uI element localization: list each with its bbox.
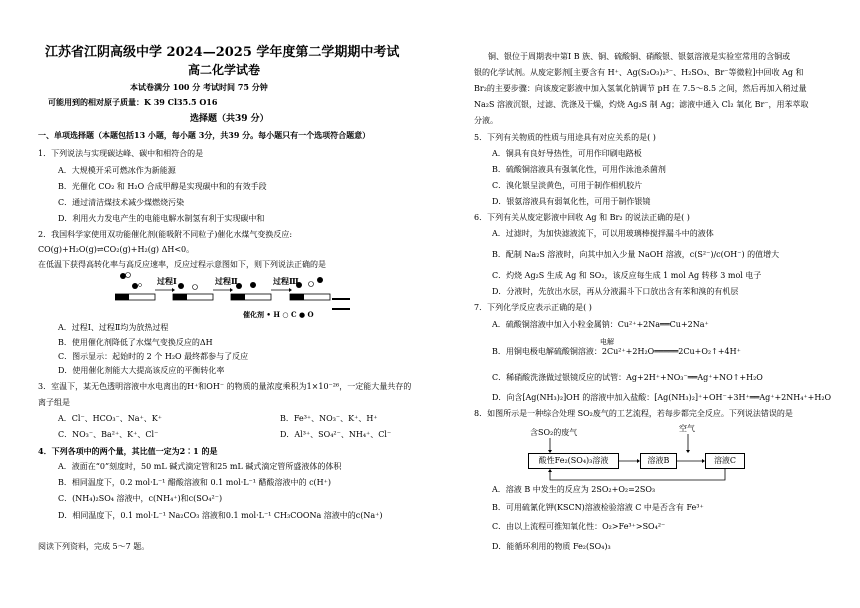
q5-option-b: B．硫酸铜溶液具有强氧化性，可用作泳池杀菌剂 [492, 165, 666, 174]
reaction-process-diagram [115, 270, 350, 324]
q1-option-d: D．利用火力发电产生的电能电解水制氢有利于实现碳中和 [58, 214, 265, 223]
q5-stem: 5．下列有关物质的性质与用途具有对应关系的是( ) [474, 133, 656, 142]
gas-input-label: 含SO₂的废气 [530, 428, 578, 437]
so2-process-flow [528, 424, 768, 486]
q7-option-b: B．用铜电极电解硫酸铜溶液：2Cu²⁺+2H₂O═════2Cu+O₂↑+4H⁺ [492, 347, 741, 356]
q3-stem-line2: 离子组是 [38, 398, 70, 407]
q4-option-a: A．液面在“0”刻度时，50 mL 碱式滴定管和25 mL 碱式滴定管所盛液体的体积 [58, 462, 342, 471]
q7-option-a: A．硫酸铜溶液中加入小粒金属钠：Cu²⁺+2Na══Cu+2Na⁺ [492, 320, 709, 329]
q6-option-b: B．配制 Na₂S 溶液时，向其中加入少量 NaOH 溶液，c(S²⁻)/c(OH⁻) 的值增大 [492, 250, 780, 259]
section-one-heading: 一、单项选择题（本题包括13 小题，每小题 3分，共39 分。每小题只有一个选项符合题意） [38, 130, 371, 140]
q7-stem: 7．下列化学反应表示正确的是( ) [474, 303, 592, 312]
score-time-line: 本试卷满分 100 分 考试时间 75 分钟 [130, 82, 268, 92]
process-3-label: 过程Ⅲ [273, 276, 299, 286]
atomic-masses: 可能用到的相对原子质量：K 39 Cl35.5 O16 [48, 97, 218, 107]
exam-subtitle: 高二化学试卷 [188, 63, 261, 77]
box-solution-b: 溶液B [640, 453, 677, 469]
q2-stem: 2．我国科学家使用双功能催化剂(能吸附不同粒子)催化水煤气变换反应: [38, 230, 293, 239]
material-line-4: Na₂S 溶液沉银，过滤、洗涤及干燥，灼烧 Ag₂S 制 Ag；滤液中通入 Cl₂ 氧化 Br⁻，用苯萃取 [474, 100, 809, 109]
box-solution-c: 溶液C [705, 453, 745, 469]
process-1-label: 过程Ⅰ [157, 276, 177, 286]
q5-option-c: C．溴化银呈淡黄色，可用于制作相机胶片 [492, 181, 643, 190]
q5-option-d: D．银氨溶液具有弱氧化性，可用于制作银镜 [492, 197, 651, 206]
material-line-1: 铜、银位于周期表中第Ⅰ B 族、铜、硫酸铜、硝酸银、银氨溶液是实验室常用的含铜或 [488, 52, 791, 61]
q7-option-c: C．稀硝酸洗涤做过银镜反应的试管：Ag+2H⁺+NO₃⁻══Ag⁺+NO↑+H₂O [492, 373, 763, 382]
q6-stem: 6．下列有关从废定影液中回收 Ag 和 Br₂ 的说法正确的是( ) [474, 213, 690, 222]
q8-stem: 8．如图所示是一种综合处理 SO₂废气的工艺流程，若每步都完全反应。下列说法错误的是 [474, 409, 793, 418]
q4-option-b: B．相同温度下，0.2 mol·L⁻¹ 醋酸溶液和 0.1 mol·L⁻¹ 醋酸溶液中的 c(H⁺) [58, 478, 331, 487]
q4-option-d: D．相同温度下，0.1 mol·L⁻¹ Na₂CO₃ 溶液和0.1 mol·L⁻¹ CH₃COONa 溶液中的c(Na⁺) [58, 511, 383, 520]
q2-equation: CO(g)+H₂O(g)⇌CO₂(g)+H₂(g) ΔH<0。 [38, 245, 195, 254]
q1-option-c: C．通过清洁煤技术减少煤燃烧污染 [58, 198, 185, 207]
exam-title: 江苏省江阴高级中学 2024—2025 学年度第二学期期中考试 [45, 45, 400, 60]
diagram-legend: 催化剂 • H ○ C ● O [243, 310, 314, 319]
air-input-label: 空气 [679, 424, 695, 433]
box-acid-fe2so43: 酸性Fe₂(SO₄)₃溶液 [528, 453, 619, 469]
material-line-3: Br₂的主要步骤：向该废定影液中加入氢氧化钠调节 pH 在 7.5～8.5 之间，然后再加入稍过量 [474, 84, 807, 93]
q7-electrolysis-condition: 电解 [600, 338, 614, 346]
q2-option-a: A．过程Ⅰ、过程Ⅱ均为放热过程 [58, 323, 169, 332]
q3-option-b: B．Fe³⁺、NO₃⁻、K⁺、H⁺ [280, 414, 378, 423]
q8-option-c: C．由以上流程可推知氧化性：O₂>Fe³⁺>SO₄²⁻ [492, 522, 666, 531]
process-2-label: 过程Ⅱ [215, 276, 238, 286]
q3-stem: 3．室温下，某无色透明溶液中水电离出的H⁺和OH⁻ 的物质的量浓度乘积为1×10⁻²⁶，一定能大量共存的 [38, 382, 412, 391]
q2-option-c: C．图示显示：起始时的 2 个 H₂O 最终都参与了反应 [58, 352, 249, 361]
reading-note: 阅读下列资料，完成 5～7 题。 [38, 542, 150, 551]
section-title: 选择题（共39 分） [190, 114, 269, 124]
q1-option-b: B．光催化 CO₂ 和 H₂O 合成甲醇是实现碳中和的有效手段 [58, 182, 267, 191]
q2-option-b: B．使用催化剂降低了水煤气变换反应的ΔH [58, 338, 213, 347]
q7-option-d: D．向含[Ag(NH₃)₂]OH 的溶液中加入盐酸：[Ag(NH₃)₂]⁺+OH⁻+3H⁺══Ag⁺+2NH₄⁺+H₂O [492, 393, 832, 402]
q8-option-d: D．能循环利用的物质 Fe₂(SO₄)₃ [492, 542, 611, 551]
q3-option-c: C．NO₃⁻、Ba²⁺、K⁺、Cl⁻ [58, 430, 159, 439]
material-line-5: 分液。 [474, 116, 498, 125]
q4-stem: 4．下列各项中的两个量，其比值一定为2∶1 的是 [38, 446, 218, 456]
q3-option-a: A．Cl⁻、HCO₃⁻、Na⁺、K⁺ [58, 414, 162, 423]
q8-option-a: A．溶液 B 中发生的反应为 2SO₂+O₂=2SO₃ [492, 485, 656, 494]
q1-stem: 1．下列说法与实现碳达峰、碳中和相符合的是 [38, 149, 204, 158]
q1-option-a: A．大规模开采可燃冰作为新能源 [58, 166, 176, 175]
q6-option-d: D．分液时，先放出水层，再从分液漏斗下口放出含有苯和溴的有机层 [492, 287, 739, 296]
material-line-2: 银的化学试剂。从废定影剂[主要含有 H⁺、Ag(S₂O₃)₂³⁻、H₂SO₃、Br⁻等微粒]中回收 Ag 和 [474, 68, 804, 77]
q5-option-a: A．铜具有良好导热性，可用作印刷电路板 [492, 149, 642, 158]
q2-option-d: D．使用催化剂能大大提高该反应的平衡转化率 [58, 366, 225, 375]
q3-option-d: D．Al³⁺、SO₄²⁻、NH₄⁺、Cl⁻ [280, 430, 392, 439]
q2-stem-line2: 在低温下获得高转化率与高反应速率，反应过程示意图如下，则下列说法正确的是 [38, 260, 326, 269]
q8-option-b: B．可用硫氰化钾(KSCN)溶液检验溶液 C 中是否含有 Fe³⁺ [492, 503, 704, 512]
q6-option-c: C．灼烧 Ag₂S 生成 Ag 和 SO₂，该反应每生成 1 mol Ag 转移 3 mol 电子 [492, 271, 762, 280]
q4-option-c: C．(NH₄)₂SO₄ 溶液中，c(NH₄⁺)和c(SO₄²⁻) [58, 494, 223, 503]
q6-option-a: A．过滤时，为加快滤液流下，可以用玻璃棒搅拌漏斗中的液体 [492, 229, 714, 238]
